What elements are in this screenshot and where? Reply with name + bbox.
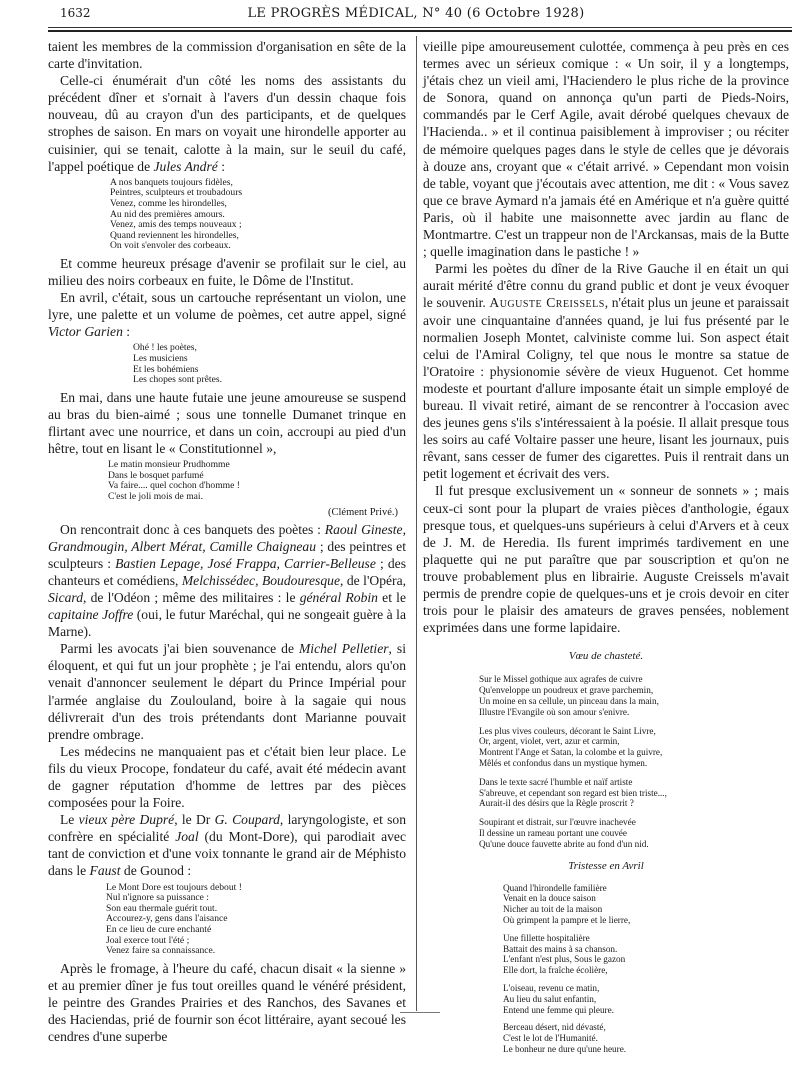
poem-line: Qu'enveloppe un poudreux et grave parchemin, — [479, 685, 654, 696]
right-column — [423, 38, 789, 1062]
verse-line: Dans le bosquet parfumé — [108, 469, 204, 481]
paragraph: On rencontrait donc à ces banquets des poètes : Raoul Gineste, Grandmougin, Albert Mérat, Camille Chaigneau ; des peintres et sculpteurs : Bastien Lepage, José Frappa, Carrier-Belleuse ; des chanteurs et comédiens, Melchissédec, Boudouresque, de l'Opéra, Sicard, de l'Odéon ; même des militaires : le général Robin et le capitaine Joffre (oui, le futur Maréchal, qui ne songeait guère à la Marne). — [48, 521, 406, 640]
paragraph: Les médecins ne manquaient pas et c'était bien leur place. Le fils du vieux Procope, fondateur du café, avait été médecin avant de gagner réputation d'homme de lettres par des pièces composées pour la Foire. — [48, 743, 406, 811]
poem-line: L'enfant n'est plus, Sous le gazon — [503, 954, 626, 965]
paragraph: Et comme heureux présage d'avenir se profilait sur le ciel, au milieu des noirs corbeaux en fuite, le Dôme de l'Institut. — [48, 255, 406, 288]
poem-line: Dans le texte sacré l'humble et naïf artiste — [479, 776, 633, 787]
verse-signature: (Clément Privé.) — [328, 506, 398, 518]
verse-line: Accourez-y, gens dans l'aisance — [106, 913, 228, 925]
verse-line: En ce lieu de cure enchanté — [106, 923, 212, 935]
poem-title: Vœu de chasteté. — [568, 650, 644, 663]
poem-line: Berceau désert, nid dévasté, — [503, 1022, 606, 1033]
poem-line: Le bonheur ne dure qu'une heure. — [503, 1043, 627, 1054]
column-divider — [416, 36, 417, 1011]
verse-line: Le Mont Dore est toujours debout ! — [106, 881, 242, 893]
verse-quote — [133, 343, 406, 385]
verse-line: Va faire.... quel cochon d'homme ! — [108, 480, 240, 492]
verse-line: Venez, amis des temps nouveaux ; — [110, 219, 242, 231]
paragraph: Parmi les poètes du dîner de la Rive Gauche il en était un qui aurait mérité d'être connu du grand public et dont je veux évoquer le souvenir. Auguste Creissels, n'était plus un jeune et paraissait avoir une cinquantaine d'années quand, je lui fus présenté par le normalien Joseph Montet, calviniste comme lui. Son aspect était celui de l'Amiral Coligny, tel que nous le montre sa statue de l'Oratoire : physionomie sévère de vieux Huguenot. Cet homme modeste et pourtant d'allure imposante était un simple employé de bureau. Il vivait retiré, aimant de se rencontrer à l'occasion avec des jeunes gens s'ils s'intéressaient à la poésie. Il allait presque tous les soirs au café Voltaire passer une heure, lisant les journaux, puis rêvant, sans cesser de fumer des cigarettes. Puis il rentrait dans un petit logement et écrivait des vers. — [423, 261, 789, 482]
paragraph: En avril, c'était, sous un cartouche représentant un violon, une lyre, une palette et un volume de poèmes, cet autre appel, signé Victor Garien : — [48, 290, 406, 340]
poem-line: Où grimpent la pampre et le lierre, — [503, 915, 631, 926]
poem-line: Les plus vives couleurs, décorant le Saint Livre, — [479, 725, 656, 736]
poem-title: Tristesse en Avril — [568, 859, 644, 872]
poem-stanza — [503, 983, 789, 1015]
verse-quote — [106, 883, 406, 957]
paragraph: Parmi les avocats j'ai bien souvenance de Michel Pelletier, si éloquent, et qui fut un jour prophète ; je l'ai entendu, alors qu'on venait d'annoncer seulement le départ du Prince Impérial pour l'armée anglaise du Zoulouland, boire à la sagaie qui nous délivrerait d'un des trois prétendants dont Marianne pouvait prendre ombrage. — [48, 641, 406, 742]
poem-line: Soupirant et distrait, sur l'œuvre inachevée — [479, 817, 636, 828]
poem-line: Battait des mains à sa chanson. — [503, 943, 618, 954]
poem-line: Venait en la douce saison — [503, 893, 596, 904]
verse-line: Joal exerce tout l'été ; — [106, 934, 190, 946]
poem-stanza — [503, 883, 789, 926]
header-rule-thick — [48, 30, 792, 32]
paragraph: Le vieux père Dupré, le Dr G. Coupard, laryngologiste, et son confrère en spécialité Joal (du Mont-Dore), qui parodiait avec tant de conviction et d'une voix tonnante le grand air de Méphisto dans le Faust de Gounod : — [48, 812, 406, 879]
verse-line: On voit s'envoler des corbeaux. — [110, 240, 231, 252]
poem-line: Mêlés et confondus dans un mystique hymen. — [479, 757, 648, 768]
poem-line: S'abreuve, et cependant son regard est bien triste..., — [479, 787, 667, 798]
paragraph: Après le fromage, à l'heure du café, chacun disait « la sienne » et au premier dîner je fus tout oreilles quand le vénéré président, le peintre des Grandes Prairies et des Ranchos, des Savanes et des Haciendas, prié de fournir son écot littéraire, ayant secoué les cendres d'une superbe — [48, 960, 406, 1045]
poem-line: Entend une femme qui pleure. — [503, 1004, 614, 1015]
poem-stanza — [479, 777, 789, 809]
poem-line: L'oiseau, revenu ce matin, — [503, 983, 600, 993]
running-header — [40, 6, 792, 28]
poem-line: Quand l'hirondelle familière — [503, 882, 607, 893]
verse-line: Les musiciens — [133, 352, 188, 364]
left-column — [48, 38, 406, 1045]
header-rule — [48, 27, 792, 28]
verse-line: Au nid des premières amours. — [110, 208, 225, 220]
poem-line: Elle dort, la fraîche écolière, — [503, 965, 608, 976]
poem-stanza — [503, 1022, 789, 1054]
paragraph: Il fut presque exclusivement un « sonneur de sonnets » ; mais ceux-ci sont pour la plupart de vraies pièces d'anthologie, égaux presque tous, et quelques-uns supérieurs à celui d'Arvers et à ceux de J. M. de Heredia. Ils furent imprimés tardivement en une plaquette qui ne put paraître que par souscription et qu'on ne trouve probablement plus en librairie. Auguste Creissels m'avait permis de prendre copie de quelques-uns et je crois devoir en citer trois pour le plaisir des amateurs de graves pensées, noblement exprimées dans une forme lapidaire. — [423, 483, 789, 636]
poem-line: Illustre l'Evangile où son amour s'enivre. — [479, 706, 630, 717]
poem-line: Or, argent, violet, vert, azur et carmin, — [479, 736, 620, 747]
page — [40, 0, 792, 1087]
paragraph: Celle-ci énumérait d'un côté les noms des assistants du précédent dîner et s'ornait à l'avers d'un dessin chaque fois nouveau, dû au crayon d'un des participants, et de quelques strophes de saison. En mars on voyait une hirondelle apporter au cuisinier, qui se tenait, calotte à la main, sur le seuil du café, l'appel poétique de Jules André : — [48, 73, 406, 174]
poem-line: Sur le Missel gothique aux agrafes de cuivre — [479, 674, 643, 685]
verse-line: C'est le joli mois de mai. — [108, 490, 203, 502]
poem-line: Aurait-il des désirs que la Règle proscrit ? — [479, 798, 634, 809]
verse-line: Ohé ! les poètes, — [133, 342, 197, 354]
verse-line: Et les bohémiens — [133, 363, 199, 375]
page-number: 1632 — [60, 6, 91, 20]
running-title: LE PROGRÈS MÉDICAL, N° 40 (6 Octobre 1928) — [247, 6, 585, 21]
poem-stanza — [503, 933, 789, 976]
verse-line: Son eau thermale guérit tout. — [106, 902, 218, 914]
verse-line: A nos banquets toujours fidèles, — [110, 176, 233, 188]
verse-line: Quand reviennent les hirondelles, — [110, 229, 239, 241]
poem-line: C'est le lot de l'Humanité. — [503, 1033, 598, 1044]
paragraph: taient les membres de la commission d'organisation en sête de la carte d'invitation. — [48, 39, 406, 72]
poem-line: Qu'une douce fauvette abrite au fond d'un nid. — [479, 838, 649, 849]
verse-quote — [108, 460, 406, 502]
poem-line: Il dessine un rameau portant une couvée — [479, 827, 627, 838]
verse-line: Venez, comme les hirondelles, — [110, 197, 227, 209]
verse-line: Nul n'ignore sa puissance : — [106, 892, 209, 904]
poem-line: Montrent l'Ange et Satan, la colombe et la guivre, — [479, 747, 663, 758]
poem-line: Nicher au toit de la maison — [503, 904, 603, 915]
poem-stanza — [479, 817, 789, 849]
paragraph: vieille pipe amoureusement culottée, commença à peu près en ces termes avec un sérieux comique : « Un soir, il y a longtemps, j'étais chez un vieil ami, l'Haciendero le plus riche de la province de Sonora, quand on annonça qu'un parti de Pieds-Noirs, commandés par le Cerf Agile, avait dérobé quelques chevaux de l'Hacienda.. » et il continua paisiblement à improviser ; ou réciter de mémoire quelques pages dans le style de celles que je dévorais à douze ans, croyant que « c'était arrivé. » Cependant mon voisin de table, voyant que j'écoutais avec attention, me dit : « Vous savez que ce brave Aymard n'a jamais été en Amérique et n'a guère quitté Paris, où il habite une maisonnette avec jardin au flanc de Montmartre. C'est un trappeur non de l'Arckansas, mais de la Butte ; quelle imagination dans le pastiche ! » — [423, 39, 789, 260]
poem-stanza — [479, 674, 789, 717]
footer-rule — [400, 1012, 440, 1013]
poem-line: Un moine en sa cellule, un pinceau dans la main, — [479, 695, 659, 706]
verse-line: Les chopes sont prêtes. — [133, 374, 222, 386]
poem — [479, 674, 789, 849]
verse-quote — [110, 178, 406, 252]
poem-stanza — [479, 726, 789, 769]
verse-line: Peintres, sculpteurs et troubadours — [110, 187, 243, 199]
verse-line: Venez faire sa connaissance. — [106, 945, 216, 957]
poem — [503, 883, 789, 1055]
paragraph: En mai, dans une haute futaie une jeune amoureuse se suspend au bras du bien-aimé ; sous une tonnelle Dumanet trinque en flirtant avec une nourrice, et dans un coin, accroupi au pied d'un hêtre, tout en lisant le « Constitutionnel », — [48, 389, 406, 457]
poem-line: Au lieu du salut enfantin, — [503, 993, 597, 1004]
verse-line: Le matin monsieur Prudhomme — [108, 459, 230, 471]
poem-line: Une fillette hospitalière — [503, 932, 590, 943]
